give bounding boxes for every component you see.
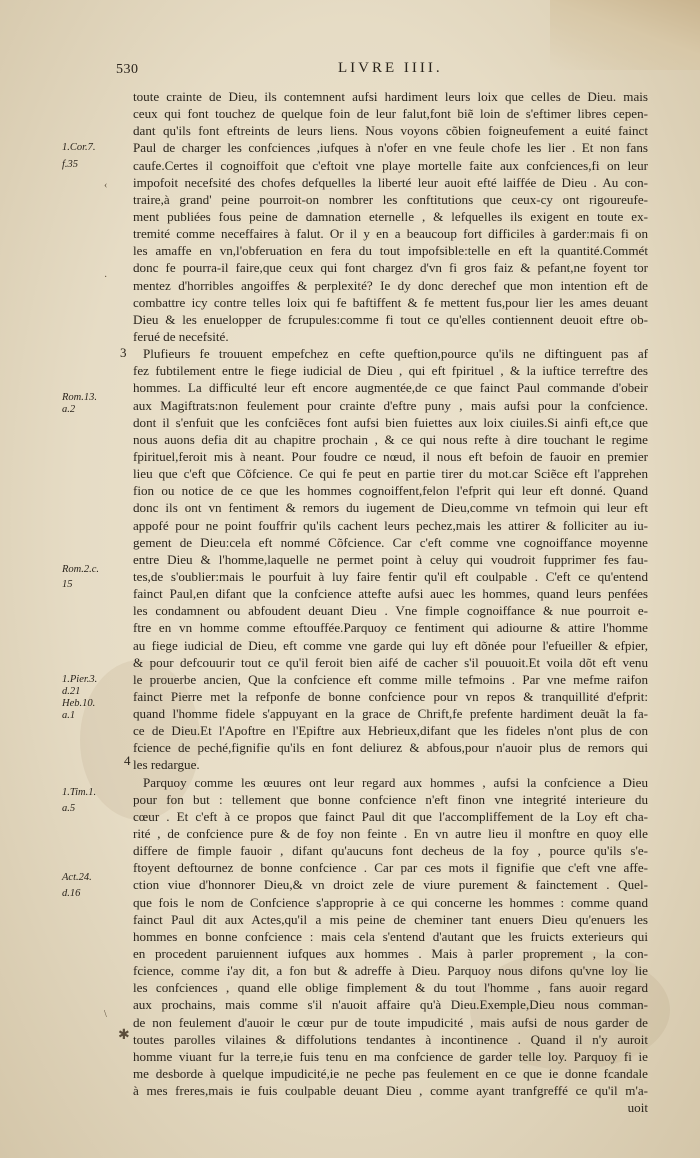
paragraph-number: 4	[124, 753, 131, 768]
text-line: toutes parolles vilaines & diffolutions tendantes à incontinence . Quand il n'y auroit	[133, 1031, 648, 1047]
margin-mark: ✱	[118, 1028, 130, 1043]
text-line: mentez d'horribles angoiffes & perplexité? Ie dy donc derechef que mon intention eft de	[133, 277, 648, 293]
marginal-reference-line: 1.Tim.1.	[62, 787, 97, 798]
text-line: ction viue d'honnorer Dieu,& vn droict zele de viure purement & fainctement . Quel-	[133, 877, 648, 893]
margin-mark: ‹	[104, 180, 108, 191]
catchword: uoit	[627, 1100, 648, 1116]
text-line: donc fe pourra-il faire,que ceux qui font chargez d'vn fi gros faiz & pefant,ne foyent tor	[133, 260, 648, 276]
marginal-reference	[62, 392, 97, 416]
text-line: fion ou notice de ce que les hommes cognoiffent,felon l'efprit qui leur eft donné. Quand	[133, 483, 648, 499]
text-line: fcience de peché,fignifie qu'ils en font deliurez & abfous,pour n'auoir plus de remors qui	[133, 740, 648, 756]
text-line: le prouerbe ancien, Que la confcience eft comme mille tefmoins . Par vne mefme raifon	[133, 671, 648, 687]
text-line: lieu que c'eft que Cõfcience. Ce qui fe peut en partie tirer du mot.car Sciẽce eft l'apprehen	[133, 466, 648, 482]
text-line: differe de fimple fauoir , difant qu'aucuns font decheus de la foy , pource qu'ils s'e-	[133, 843, 648, 859]
text-line: fez fubtilement entre le fiege iudicial de Dieu , qui eft fpirituel , & la iuftice terreftre des	[133, 363, 648, 379]
text-line: ce de Dieu.Et l'Apoftre en l'Epiftre aux Hebrieux,difant que les fideles n'ont plus de con	[133, 723, 648, 739]
marginal-reference	[62, 787, 96, 815]
text-line: pour fon but : tellement que bonne confcience n'eft finon vne integrité interieure du	[133, 791, 648, 807]
text-line: quand l'homme fidele s'appuyant en la grace de Chrift,fe prefente hardiment deuãt la fa-	[133, 706, 648, 722]
page-number: 530	[116, 62, 139, 77]
text-line: ferué de necefsité.	[133, 328, 229, 344]
text-line: dont il s'enfuit que les confciẽces font aufsi bien fuiettes aux loix ciuiles.Si ainfi eft,ce que	[133, 414, 648, 430]
marginal-reference-line: Act.24.	[62, 872, 92, 883]
text-line: Dieu & les enuelopper de fcrupules:comme fi tout ce qu'elles contiennent deuoit eftre ob-	[133, 311, 648, 327]
text-line: cœur . Et c'eft à ce propos que fainct Paul dit que l'accompliffement de la Loy eft cha-	[133, 808, 648, 824]
marginal-reference-line: a.5	[62, 803, 76, 814]
text-line: que fois le nom de Confcience s'approprie à ce qui concerne les hommes : comme quand	[133, 894, 648, 910]
text-line: aux prochains, mais comme s'il n'auoit affaire qu'à Dieu.Exemple,Dieu nous comman-	[133, 997, 648, 1013]
text-line: en procedent paruiennent iufques aux hommes . Mais à parler proprement , la con-	[133, 946, 648, 962]
text-line: toute crainte de Dieu, ils contemnent aufsi hardiment leurs loix que celles de Dieu. mais	[133, 89, 648, 104]
text-line: fcience, comme i'ay dit, a fon but & adreffe à Dieu. Parquoy nous difons qu'vne loy lie	[133, 963, 648, 979]
marginal-reference	[62, 564, 99, 591]
margin-mark: \	[104, 1009, 107, 1020]
text-line: de non feulement d'auoir le cœur pur de toute impudicité , mais aufsi de nous garder de	[133, 1014, 648, 1030]
text-line: hommes. La difficulté leur eft encore augmentée,de ce que fainct Paul commande d'obeir	[133, 380, 648, 396]
marginal-reference-line: 1.Pier.3.	[62, 674, 98, 685]
text-line: les confciences , quand elle oblige fimplement & du tout l'homme , fans auoir regard	[133, 980, 648, 996]
text-line: ftre en vn homme comme eftouffée.Parquoy ce fentiment qui adiourne & attire l'homme	[133, 620, 648, 636]
marginal-reference-line: Heb.10.	[62, 698, 96, 709]
margin-mark: ·	[104, 272, 108, 283]
text-line: caufe.Certes il cognoiffoit que c'eftoit vne playe mortelle faite aux confciences,fi on leur	[133, 157, 648, 173]
paragraph-number: 3	[120, 345, 127, 360]
text-line: donc ils ont vn fentiment & remors du iugement de Dieu,comme vn tefmoin qui leur eft	[133, 500, 648, 516]
marginal-reference-line: d.21	[62, 686, 81, 697]
text-line: hommes en bonne confcience : mais cela s'entend d'autant que les fruicts exterieurs qui	[133, 928, 648, 944]
text-line: entre Dieu & l'homme,laquelle ne permet point à celuy qui voudroit fupprimer fes fau-	[133, 551, 648, 567]
text-line: ment publiées fous peine de damnation eternelle , & lefquelles ils exigent en toute ex-	[133, 208, 648, 224]
marginal-reference	[62, 142, 96, 171]
text-line: rité , de confcience pure & de foy non feinte . En vn autre lieu il monftre en quoy elle	[133, 826, 648, 842]
marginal-reference	[62, 872, 92, 900]
running-title: LIVRE IIII.	[338, 60, 443, 76]
text-line: tes,de s'oublier:mais le pourfuit à luy faire fentir qu'il eft coulpable . C'eft ce qu'entend	[133, 568, 648, 584]
text-line: à mes freres,mais ie fuis coulpable deuant Dieu , comme ayant tranfgreffé ce qu'il m'a-	[133, 1083, 648, 1099]
text-line: homme viuant fur la terre,ie fuis tenu en ma confcience de garder telle loy. Parquoy fi ie	[133, 1048, 648, 1064]
text-line: les amaffe en vn,l'obferuation en fera du tout impofsible:telle en eft la quantité.Commét	[133, 243, 648, 259]
text-line: Parquoy comme les œuures ont leur regard aux hommes , aufsi la confcience a Dieu	[143, 774, 648, 790]
text-line: ftoyent deftournez de bonne confcience . Car par ces mots il fignifie que c'eft vne affe-	[133, 860, 648, 876]
marginal-reference-line: f.35	[62, 159, 79, 170]
marginal-reference	[62, 674, 97, 722]
marginal-reference-line: Rom.13.	[62, 392, 97, 403]
text-line: appofé pour ne point fouffrir qu'ils cachent leurs pechez,mais les attirer & folliciter au iu-	[133, 517, 648, 533]
marginal-reference-line: d.16	[62, 888, 81, 899]
text-line: Plufieurs fe trouuent empefchez en cefte queftion,pource qu'ils ne diftinguent pas af	[143, 346, 648, 362]
text-line: & pour defcouurir tout ce qu'il feroit bien aifé de cacher s'il pouuoit.Et voila dõt eft venu	[133, 654, 648, 670]
text-line: fainct Paul,en difant que la confcience attefte aufsi auec les hommes, quand leurs penfées	[133, 586, 648, 602]
text-line: les condamnent ou abfoudent deuant Dieu . Vne fimple cognoiffance & nue pourroit e-	[133, 603, 648, 619]
text-line: les redargue.	[133, 757, 200, 773]
text-line: aux Magiftrats:non feulement pour crainte d'eftre puny , mais aufsi pour la confcience.	[133, 397, 648, 413]
text-line: nous auons defia dit au chapitre prochain , & ce qui nous refte à dire touchant le regime	[133, 431, 648, 447]
text-line: fpirituel,feroit mis à neant. Pour foudre ce nœud, il nous eft befoin de fauoir en premier	[133, 448, 648, 464]
marginal-reference-line: 1.Cor.7.	[62, 142, 96, 153]
text-line: tremité comme neceffaires à falut. Or il y en a beaucoup fort difficiles à garder:mais fi on	[133, 226, 648, 242]
text-line: au fiege iudicial de Dieu, eft comme vne garde qui luy eft dõnée pour l'efueiller & efpier,	[133, 637, 648, 653]
text-line: Paul de charger les confciences ,iufques à n'ofer en vne feule chofe les lier . Et non fans	[133, 140, 648, 156]
text-line: fainct Pierre met la refponfe de bonne confcience pour vn repos & tranquillité d'efprit:	[133, 688, 648, 704]
text-line: impofoit necefsité des chofes defquelles la liberté leur auoit efté laiffée de Dieu . Au con-	[133, 174, 648, 190]
text-line: dant qu'ils font eftreints de leurs liens. Nous voyons cõbien foigneufement a euité fainct	[133, 123, 648, 139]
text-line: me desborde à quelque impudicité,ie ne peche pas feulement en ce que ie donne fcandale	[133, 1066, 648, 1082]
body-text	[133, 88, 648, 1116]
text-line: gement de Dieu:cela eft nommé Cõfcience. Car c'eft comme vne cognoiffance moyenne	[133, 534, 648, 550]
marginal-reference-line: Rom.2.c.	[62, 564, 100, 575]
marginal-reference-line: a.1	[62, 710, 76, 721]
text-line: ceux qui font touchez de quelque foin de leur falut,font biẽ loin de s'eftimer libres cepen-	[133, 106, 648, 122]
marginal-reference-line: 15	[62, 579, 73, 590]
text-line: traire,à grand' peine pourroit-on nombrer les conftitutions que ceux-cy ont rigoureufe-	[133, 191, 648, 207]
page-header	[0, 60, 700, 82]
text-line: fainct Paul dit aux Actes,qu'il a mis peine de cheminer tant enuers Dieu qu'enuers les	[133, 911, 648, 927]
text-line: combattre icy contre telles loix qui fe baftiffent & fe mettent fus,pour lier les ames deuant	[133, 294, 648, 310]
marginal-reference-line: a.2	[62, 404, 76, 415]
